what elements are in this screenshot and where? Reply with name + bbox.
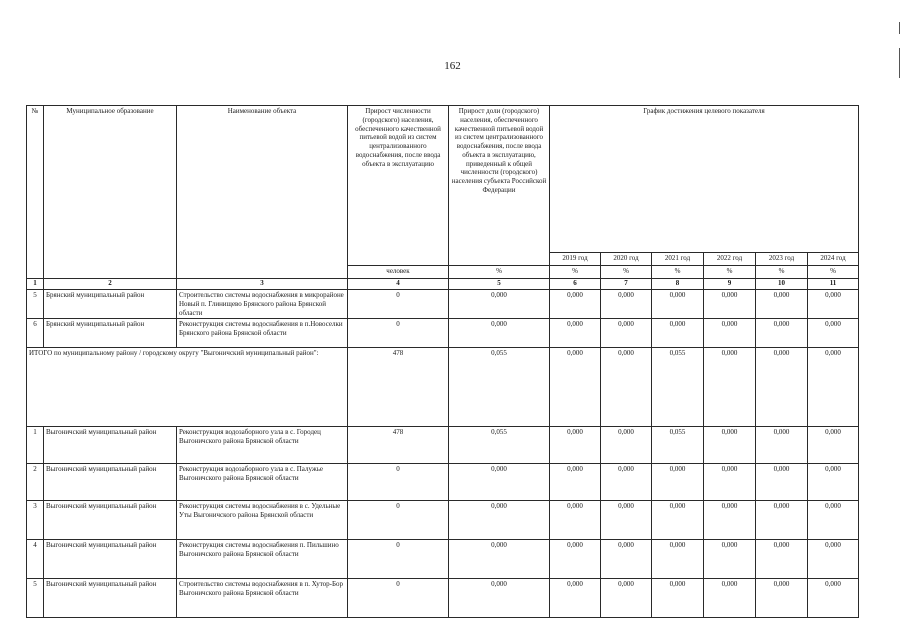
year-value-cell: 0,000: [550, 501, 601, 540]
header-schedule: График достижения целевого показателя: [550, 106, 859, 253]
scan-edge-mark: [899, 22, 900, 34]
municipality-cell: Выгоничский муниципальный район: [44, 464, 177, 501]
year-value-cell: 0,000: [808, 427, 859, 464]
year-value-cell: 0,000: [652, 579, 704, 618]
year-value-cell: 0,000: [550, 319, 601, 348]
year-value-cell: 0,000: [704, 501, 756, 540]
year-value-cell: 0,000: [601, 348, 652, 427]
header-year: 2022 год: [704, 253, 756, 266]
header-year: 2021 год: [652, 253, 704, 266]
year-value-cell: 0,000: [652, 501, 704, 540]
unit-percent: %: [704, 266, 756, 279]
year-value-cell: 0,000: [704, 290, 756, 319]
row-number: 6: [27, 319, 44, 348]
year-value-cell: 0,000: [652, 540, 704, 579]
year-value-cell: 0,055: [652, 348, 704, 427]
year-value-cell: 0,000: [756, 290, 808, 319]
table-row: [27, 464, 859, 501]
year-value-cell: 0,000: [756, 501, 808, 540]
municipality-cell: Выгоничский муниципальный район: [44, 579, 177, 618]
row-number: 2: [27, 464, 44, 501]
share-cell: 0,000: [449, 540, 550, 579]
column-number: 11: [808, 279, 859, 290]
object-name-cell: Реконструкция системы водоснабжения п. Пильшино Выгоничского района Брянской области: [177, 540, 348, 579]
year-value-cell: 0,000: [756, 540, 808, 579]
column-number: 4: [348, 279, 449, 290]
unit-percent: %: [652, 266, 704, 279]
municipality-cell: Брянский муниципальный район: [44, 319, 177, 348]
year-value-cell: 0,000: [652, 319, 704, 348]
column-number: 10: [756, 279, 808, 290]
population-cell: 0: [348, 290, 449, 319]
year-value-cell: 0,000: [756, 464, 808, 501]
column-number: 1: [27, 279, 44, 290]
object-name-cell: Строительство системы водоснабжения в микрорайоне Новый п. Глинищево Брянского района Брянской области: [177, 290, 348, 319]
header-num: №: [27, 106, 44, 279]
year-value-cell: 0,000: [550, 427, 601, 464]
column-number: 8: [652, 279, 704, 290]
population-cell: 0: [348, 319, 449, 348]
object-name-cell: Реконструкция системы водоснабжения в п.Новоселки Брянского района Брянской области: [177, 319, 348, 348]
year-value-cell: 0,000: [550, 579, 601, 618]
population-cell: 478: [348, 348, 449, 427]
year-value-cell: 0,000: [550, 290, 601, 319]
population-cell: 0: [348, 464, 449, 501]
row-number: 5: [27, 579, 44, 618]
year-value-cell: 0,000: [704, 579, 756, 618]
year-value-cell: 0,000: [808, 579, 859, 618]
header-year: 2024 год: [808, 253, 859, 266]
population-cell: 0: [348, 579, 449, 618]
target-indicator-table: [26, 105, 859, 618]
year-value-cell: 0,000: [808, 319, 859, 348]
column-number: 7: [601, 279, 652, 290]
year-value-cell: 0,000: [652, 290, 704, 319]
share-cell: 0,000: [449, 290, 550, 319]
total-row: [27, 348, 859, 427]
year-value-cell: 0,055: [652, 427, 704, 464]
year-value-cell: 0,000: [601, 290, 652, 319]
table-row: [27, 290, 859, 319]
share-cell: 0,000: [449, 319, 550, 348]
year-value-cell: 0,000: [704, 427, 756, 464]
year-value-cell: 0,000: [808, 464, 859, 501]
object-name-cell: Строительство системы водоснабжения в п. Хутор-Бор Выгоничского района Брянской области: [177, 579, 348, 618]
header-year: 2023 год: [756, 253, 808, 266]
page-number: 162: [444, 60, 461, 72]
year-value-cell: 0,000: [704, 464, 756, 501]
scan-edge-mark: [899, 48, 900, 78]
table-row: [27, 319, 859, 348]
header-year: 2020 год: [601, 253, 652, 266]
year-value-cell: 0,000: [550, 348, 601, 427]
column-number-row: [27, 279, 859, 290]
share-cell: 0,055: [449, 427, 550, 464]
header-year: 2019 год: [550, 253, 601, 266]
municipality-cell: Выгоничский муниципальный район: [44, 540, 177, 579]
share-cell: 0,000: [449, 501, 550, 540]
year-value-cell: 0,000: [756, 319, 808, 348]
column-number: 5: [449, 279, 550, 290]
year-value-cell: 0,000: [808, 540, 859, 579]
year-value-cell: 0,000: [756, 579, 808, 618]
year-value-cell: 0,000: [808, 348, 859, 427]
year-value-cell: 0,000: [808, 290, 859, 319]
object-name-cell: Реконструкция водозаборного узла в с. Палужье Выгоничского района Брянской области: [177, 464, 348, 501]
share-cell: 0,000: [449, 579, 550, 618]
header-municipality: Муниципальное образование: [44, 106, 177, 279]
year-value-cell: 0,000: [601, 579, 652, 618]
unit-percent: %: [550, 266, 601, 279]
year-value-cell: 0,000: [808, 501, 859, 540]
row-number: 4: [27, 540, 44, 579]
unit-percent: %: [756, 266, 808, 279]
header-object: Наименование объекта: [177, 106, 348, 279]
unit-people: человек: [348, 266, 449, 279]
municipality-cell: Выгоничский муниципальный район: [44, 427, 177, 464]
population-cell: 478: [348, 427, 449, 464]
year-value-cell: 0,000: [756, 348, 808, 427]
year-value-cell: 0,000: [704, 540, 756, 579]
table-row: [27, 579, 859, 618]
share-cell: 0,055: [449, 348, 550, 427]
unit-percent: %: [808, 266, 859, 279]
population-cell: 0: [348, 540, 449, 579]
object-name-cell: Реконструкция водозаборного узла в с. Городец Выгоничского района Брянской области: [177, 427, 348, 464]
header-population-growth: Прирост численности (городского) населения, обеспеченного качественной питьевой водой из систем централизованного водоснабжения, после ввода объекта в эксплуатацию: [348, 106, 449, 266]
year-value-cell: 0,000: [601, 464, 652, 501]
table-body: [27, 290, 859, 618]
row-number: 3: [27, 501, 44, 540]
table-row: [27, 501, 859, 540]
row-number: 1: [27, 427, 44, 464]
municipality-cell: Брянский муниципальный район: [44, 290, 177, 319]
column-number: 2: [44, 279, 177, 290]
row-number: 5: [27, 290, 44, 319]
year-value-cell: 0,000: [601, 427, 652, 464]
unit-percent: %: [601, 266, 652, 279]
header-share-growth: Прирост доли (городского) населения, обеспеченного качественной питьевой водой из систем централизованного водоснабжения, после ввода объекта в эксплуатацию, приведенный к общей численности (городского) населения субъекта Российской Федерации: [449, 106, 550, 266]
year-value-cell: 0,000: [550, 540, 601, 579]
year-value-cell: 0,000: [704, 348, 756, 427]
year-value-cell: 0,000: [601, 501, 652, 540]
object-name-cell: Реконструкция системы водоснабжения в с. Удельные Уты Выгоничского района Брянской области: [177, 501, 348, 540]
table-row: [27, 427, 859, 464]
column-number: 9: [704, 279, 756, 290]
share-cell: 0,000: [449, 464, 550, 501]
year-value-cell: 0,000: [652, 464, 704, 501]
table-row: [27, 540, 859, 579]
year-value-cell: 0,000: [704, 319, 756, 348]
year-value-cell: 0,000: [550, 464, 601, 501]
year-value-cell: 0,000: [756, 427, 808, 464]
year-value-cell: 0,000: [601, 540, 652, 579]
year-value-cell: 0,000: [601, 319, 652, 348]
unit-percent: %: [449, 266, 550, 279]
column-number: 6: [550, 279, 601, 290]
population-cell: 0: [348, 501, 449, 540]
column-number: 3: [177, 279, 348, 290]
total-label: ИТОГО по муниципальному району / городскому округу "Выгоничский муниципальный район":: [27, 348, 348, 427]
municipality-cell: Выгоничский муниципальный район: [44, 501, 177, 540]
